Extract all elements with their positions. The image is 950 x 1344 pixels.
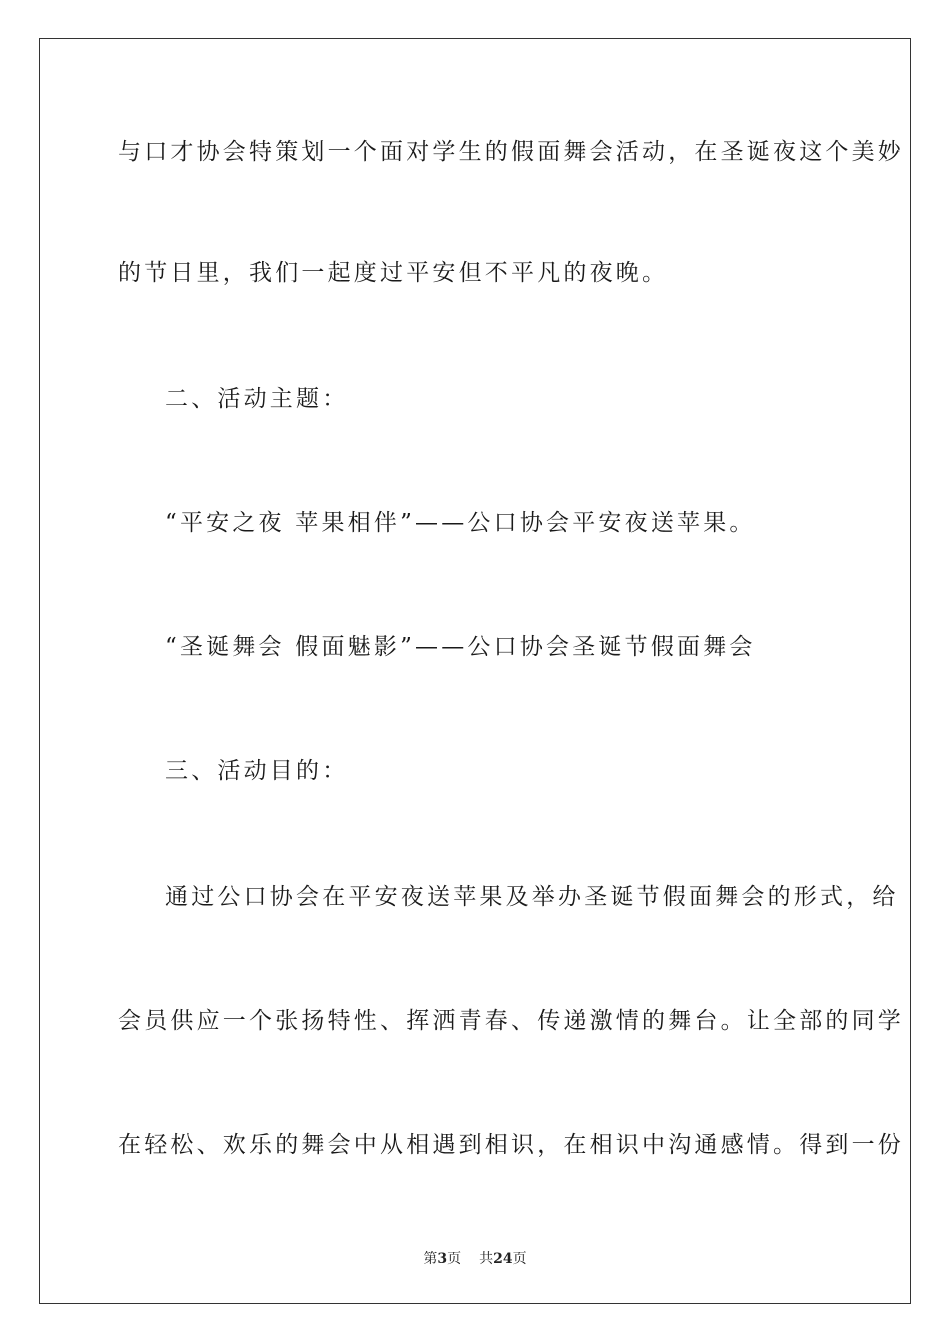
- footer-page-suffix: 页: [447, 1251, 462, 1267]
- footer-total-prefix: 共: [479, 1251, 494, 1267]
- page-footer: [0, 1248, 950, 1268]
- theme-item-apple: “平安之夜 苹果相伴”——公口协会平安夜送苹果。: [165, 510, 756, 536]
- body-text-line: 与口才协会特策划一个面对学生的假面舞会活动，在圣诞夜这个美妙: [118, 139, 904, 165]
- page-border: [39, 38, 911, 1304]
- section-heading-purpose: 三、活动目的：: [165, 758, 349, 784]
- footer-total-pages: 24: [493, 1251, 513, 1267]
- footer-total-suffix: 页: [512, 1251, 527, 1267]
- footer-page-prefix: 第: [423, 1251, 438, 1267]
- section-heading-theme: 二、活动主题：: [165, 386, 349, 412]
- footer-page-number: 3: [437, 1251, 448, 1267]
- body-text-line: 通过公口协会在平安夜送苹果及举办圣诞节假面舞会的形式，给: [165, 884, 899, 910]
- body-text-line: 的节日里，我们一起度过平安但不平凡的夜晚。: [118, 260, 669, 286]
- body-text-line: 在轻松、欢乐的舞会中从相遇到相识，在相识中沟通感情。得到一份: [118, 1132, 904, 1158]
- theme-item-masquerade: “圣诞舞会 假面魅影”——公口协会圣诞节假面舞会: [165, 634, 756, 660]
- body-text-line: 会员供应一个张扬特性、挥洒青春、传递激情的舞台。让全部的同学: [118, 1008, 904, 1034]
